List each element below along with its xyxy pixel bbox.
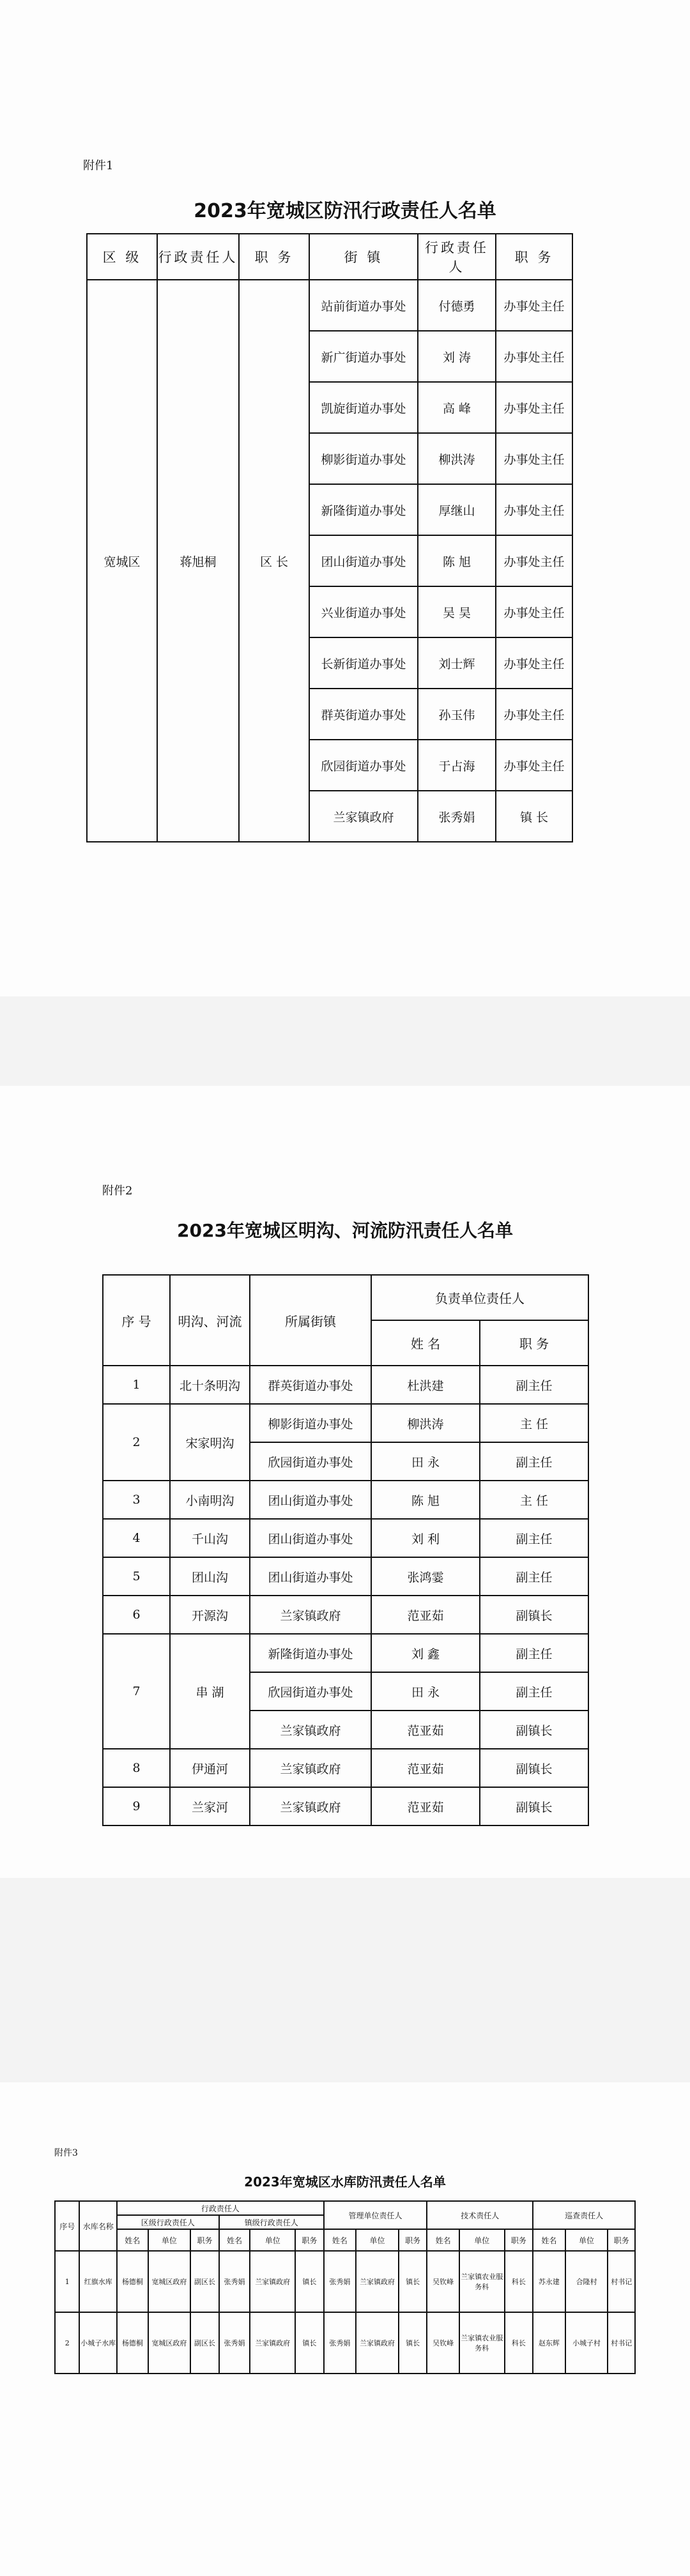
table-row <box>103 1366 588 1404</box>
header-tech: 技术责任人 <box>427 2201 533 2229</box>
seq-cell: 7 <box>103 1634 170 1749</box>
table-row <box>103 1519 588 1557</box>
cell: 张秀娟 <box>324 2312 356 2374</box>
header-unit: 单位 <box>250 2229 295 2251</box>
title-cell: 办事处主任 <box>496 535 572 586</box>
cell: 兰家镇政府 <box>250 2251 295 2312</box>
cell: 张秀娟 <box>324 2251 356 2312</box>
header-position: 职 务 <box>480 1320 588 1366</box>
cell: 兰家镇农业服务科 <box>459 2251 505 2312</box>
position-cell: 副镇长 <box>480 1787 588 1825</box>
cell: 杨德桐 <box>117 2312 148 2374</box>
river-table <box>102 1274 589 1826</box>
street-cell: 新隆街道办事处 <box>250 1634 371 1672</box>
street-cell: 兰家镇政府 <box>250 1749 371 1787</box>
cell: 宽城区政府 <box>148 2251 191 2312</box>
name-cell: 范亚茹 <box>371 1787 480 1825</box>
cell: 兰家镇政府 <box>356 2312 399 2374</box>
street-cell: 柳影街道办事处 <box>309 433 418 484</box>
table-row <box>103 1481 588 1519</box>
seq-cell: 1 <box>55 2251 79 2312</box>
name-cell: 陈 旭 <box>371 1481 480 1519</box>
cell: 村书记 <box>608 2312 635 2374</box>
seq-cell: 8 <box>103 1749 170 1787</box>
header-position: 职务 <box>190 2229 218 2251</box>
reservoir-cell: 小城子水库 <box>79 2312 117 2374</box>
person-cell: 于占海 <box>418 740 496 791</box>
attachment-label: 附件3 <box>54 2148 78 2158</box>
person-cell: 张秀娟 <box>418 791 496 842</box>
table-row <box>55 2251 635 2312</box>
street-cell: 新广街道办事处 <box>309 331 418 382</box>
district-position-cell: 区 长 <box>239 280 309 842</box>
position-cell: 主 任 <box>480 1404 588 1442</box>
cell: 张秀娟 <box>219 2312 250 2374</box>
title-cell: 办事处主任 <box>496 484 572 535</box>
title-cell: 办事处主任 <box>496 433 572 484</box>
header-responsible: 行政责任人 <box>157 234 239 280</box>
responsibility-table <box>86 233 573 842</box>
table-header-row <box>87 234 572 280</box>
name-cell: 张鸿霎 <box>371 1557 480 1596</box>
street-cell: 站前街道办事处 <box>309 280 418 331</box>
street-cell: 凯旋街道办事处 <box>309 382 418 433</box>
seq-cell: 5 <box>103 1557 170 1596</box>
person-cell: 高 峰 <box>418 382 496 433</box>
header-patrol: 巡查责任人 <box>533 2201 635 2229</box>
table-row <box>103 1596 588 1634</box>
name-cell: 柳洪涛 <box>371 1404 480 1442</box>
seq-cell: 3 <box>103 1481 170 1519</box>
river-cell: 兰家河 <box>170 1787 250 1825</box>
cell: 杨德桐 <box>117 2251 148 2312</box>
street-cell: 群英街道办事处 <box>309 689 418 740</box>
header-unit: 单位 <box>459 2229 505 2251</box>
position-cell: 副镇长 <box>480 1749 588 1787</box>
seq-cell: 1 <box>103 1366 170 1404</box>
district-responsible-cell: 蒋旭桐 <box>157 280 239 842</box>
street-cell: 兰家镇政府 <box>250 1596 371 1634</box>
cell: 兰家镇政府 <box>250 2312 295 2374</box>
position-cell: 副镇长 <box>480 1596 588 1634</box>
river-cell: 北十条明沟 <box>170 1366 250 1404</box>
street-cell: 兴业街道办事处 <box>309 586 418 637</box>
cell: 兰家镇政府 <box>356 2251 399 2312</box>
seq-cell: 2 <box>103 1404 170 1481</box>
cell: 吴钦峰 <box>427 2251 459 2312</box>
cell: 镇长 <box>295 2251 324 2312</box>
header-name: 姓名 <box>427 2229 459 2251</box>
cell: 苏永建 <box>533 2251 565 2312</box>
title-cell: 镇 长 <box>496 791 572 842</box>
table-row <box>103 1404 588 1442</box>
cell: 吴钦峰 <box>427 2312 459 2374</box>
header-name: 姓名 <box>324 2229 356 2251</box>
person-cell: 厚继山 <box>418 484 496 535</box>
header-reservoir: 水库名称 <box>79 2201 117 2251</box>
cell: 小城子村 <box>565 2312 608 2374</box>
street-cell: 新隆街道办事处 <box>309 484 418 535</box>
street-cell: 团山街道办事处 <box>250 1481 371 1519</box>
header-group: 负责单位责任人 <box>371 1275 588 1320</box>
table-row <box>87 280 572 331</box>
position-cell: 副主任 <box>480 1442 588 1481</box>
header-street-position: 职 务 <box>496 234 572 280</box>
street-cell: 兰家镇政府 <box>250 1787 371 1825</box>
street-cell: 欣园街道办事处 <box>250 1672 371 1711</box>
header-position: 职务 <box>295 2229 324 2251</box>
name-cell: 刘 利 <box>371 1519 480 1557</box>
cell: 科长 <box>505 2312 533 2374</box>
header-name: 姓 名 <box>371 1320 480 1366</box>
river-cell: 千山沟 <box>170 1519 250 1557</box>
seq-cell: 2 <box>55 2312 79 2374</box>
header-position: 职 务 <box>239 234 309 280</box>
title-cell: 办事处主任 <box>496 689 572 740</box>
header-position: 职务 <box>608 2229 635 2251</box>
cell: 村书记 <box>608 2251 635 2312</box>
cell: 赵东辉 <box>533 2312 565 2374</box>
header-street: 街 镇 <box>309 234 418 280</box>
river-cell: 串 湖 <box>170 1634 250 1749</box>
person-cell: 陈 旭 <box>418 535 496 586</box>
page-2 <box>0 1086 690 1878</box>
header-district-admin: 区级行政责任人 <box>117 2215 219 2229</box>
title-cell: 办事处主任 <box>496 331 572 382</box>
header-seq: 序 号 <box>103 1275 170 1366</box>
person-cell: 付德勇 <box>418 280 496 331</box>
header-unit: 单位 <box>356 2229 399 2251</box>
header-unit: 单位 <box>565 2229 608 2251</box>
header-district: 区 级 <box>87 234 157 280</box>
person-cell: 刘 涛 <box>418 331 496 382</box>
header-position: 职务 <box>505 2229 533 2251</box>
header-street-responsible: 行政责任人 <box>418 234 496 280</box>
attachment-label: 附件1 <box>83 159 114 172</box>
position-cell: 副主任 <box>480 1557 588 1596</box>
cell: 宽城区政府 <box>148 2312 191 2374</box>
header-name: 姓名 <box>533 2229 565 2251</box>
cell: 镇长 <box>399 2312 427 2374</box>
title-cell: 办事处主任 <box>496 586 572 637</box>
seq-cell: 4 <box>103 1519 170 1557</box>
street-cell: 欣园街道办事处 <box>309 740 418 791</box>
person-cell: 吴 昊 <box>418 586 496 637</box>
header-manage: 管理单位责任人 <box>324 2201 427 2229</box>
page-title: 2023年宽城区防汛行政责任人名单 <box>194 200 496 222</box>
table-row <box>103 1787 588 1825</box>
header-town-admin: 镇级行政责任人 <box>219 2215 324 2229</box>
person-cell: 柳洪涛 <box>418 433 496 484</box>
table-row <box>103 1634 588 1672</box>
header-admin: 行政责任人 <box>117 2201 324 2215</box>
header-street: 所属街镇 <box>250 1275 371 1366</box>
table-row <box>103 1557 588 1596</box>
river-cell: 开源沟 <box>170 1596 250 1634</box>
river-cell: 宋家明沟 <box>170 1404 250 1481</box>
position-cell: 副主任 <box>480 1672 588 1711</box>
position-cell: 主 任 <box>480 1481 588 1519</box>
reservoir-cell: 红旗水库 <box>79 2251 117 2312</box>
street-cell: 欣园街道办事处 <box>250 1442 371 1481</box>
title-cell: 办事处主任 <box>496 637 572 689</box>
position-cell: 副主任 <box>480 1634 588 1672</box>
person-cell: 孙玉伟 <box>418 689 496 740</box>
cell: 镇长 <box>399 2251 427 2312</box>
page-title: 2023年宽城区明沟、河流防汛责任人名单 <box>177 1220 513 1241</box>
header-name: 姓名 <box>219 2229 250 2251</box>
name-cell: 范亚茹 <box>371 1596 480 1634</box>
name-cell: 范亚茹 <box>371 1749 480 1787</box>
header-seq: 序号 <box>55 2201 79 2251</box>
cell: 科长 <box>505 2251 533 2312</box>
page-3 <box>0 2082 690 2576</box>
header-name: 姓名 <box>117 2229 148 2251</box>
street-cell: 柳影街道办事处 <box>250 1404 371 1442</box>
title-cell: 办事处主任 <box>496 740 572 791</box>
name-cell: 刘 鑫 <box>371 1634 480 1672</box>
street-cell: 团山街道办事处 <box>250 1557 371 1596</box>
cell: 副区长 <box>190 2251 218 2312</box>
district-cell: 宽城区 <box>87 280 157 842</box>
reservoir-table <box>54 2200 636 2374</box>
cell: 兰家镇农业服务科 <box>459 2312 505 2374</box>
attachment-label: 附件2 <box>102 1184 133 1198</box>
street-cell: 团山街道办事处 <box>250 1519 371 1557</box>
page-title: 2023年宽城区水库防汛责任人名单 <box>244 2174 446 2190</box>
name-cell: 杜洪建 <box>371 1366 480 1404</box>
seq-cell: 6 <box>103 1596 170 1634</box>
name-cell: 范亚茹 <box>371 1711 480 1749</box>
river-cell: 团山沟 <box>170 1557 250 1596</box>
header-river: 明沟、河流 <box>170 1275 250 1366</box>
river-cell: 伊通河 <box>170 1749 250 1787</box>
header-position: 职务 <box>399 2229 427 2251</box>
street-cell: 长新街道办事处 <box>309 637 418 689</box>
title-cell: 办事处主任 <box>496 382 572 433</box>
position-cell: 副主任 <box>480 1519 588 1557</box>
street-cell: 兰家镇政府 <box>309 791 418 842</box>
position-cell: 副主任 <box>480 1366 588 1404</box>
street-cell: 团山街道办事处 <box>309 535 418 586</box>
seq-cell: 9 <box>103 1787 170 1825</box>
header-unit: 单位 <box>148 2229 191 2251</box>
page-1 <box>0 0 690 996</box>
street-cell: 群英街道办事处 <box>250 1366 371 1404</box>
table-row <box>55 2312 635 2374</box>
street-cell: 兰家镇政府 <box>250 1711 371 1749</box>
cell: 合隆村 <box>565 2251 608 2312</box>
name-cell: 田 永 <box>371 1442 480 1481</box>
cell: 镇长 <box>295 2312 324 2374</box>
cell: 副区长 <box>190 2312 218 2374</box>
position-cell: 副镇长 <box>480 1711 588 1749</box>
cell: 张秀娟 <box>219 2251 250 2312</box>
title-cell: 办事处主任 <box>496 280 572 331</box>
table-row <box>103 1749 588 1787</box>
name-cell: 田 永 <box>371 1672 480 1711</box>
person-cell: 刘士辉 <box>418 637 496 689</box>
river-cell: 小南明沟 <box>170 1481 250 1519</box>
